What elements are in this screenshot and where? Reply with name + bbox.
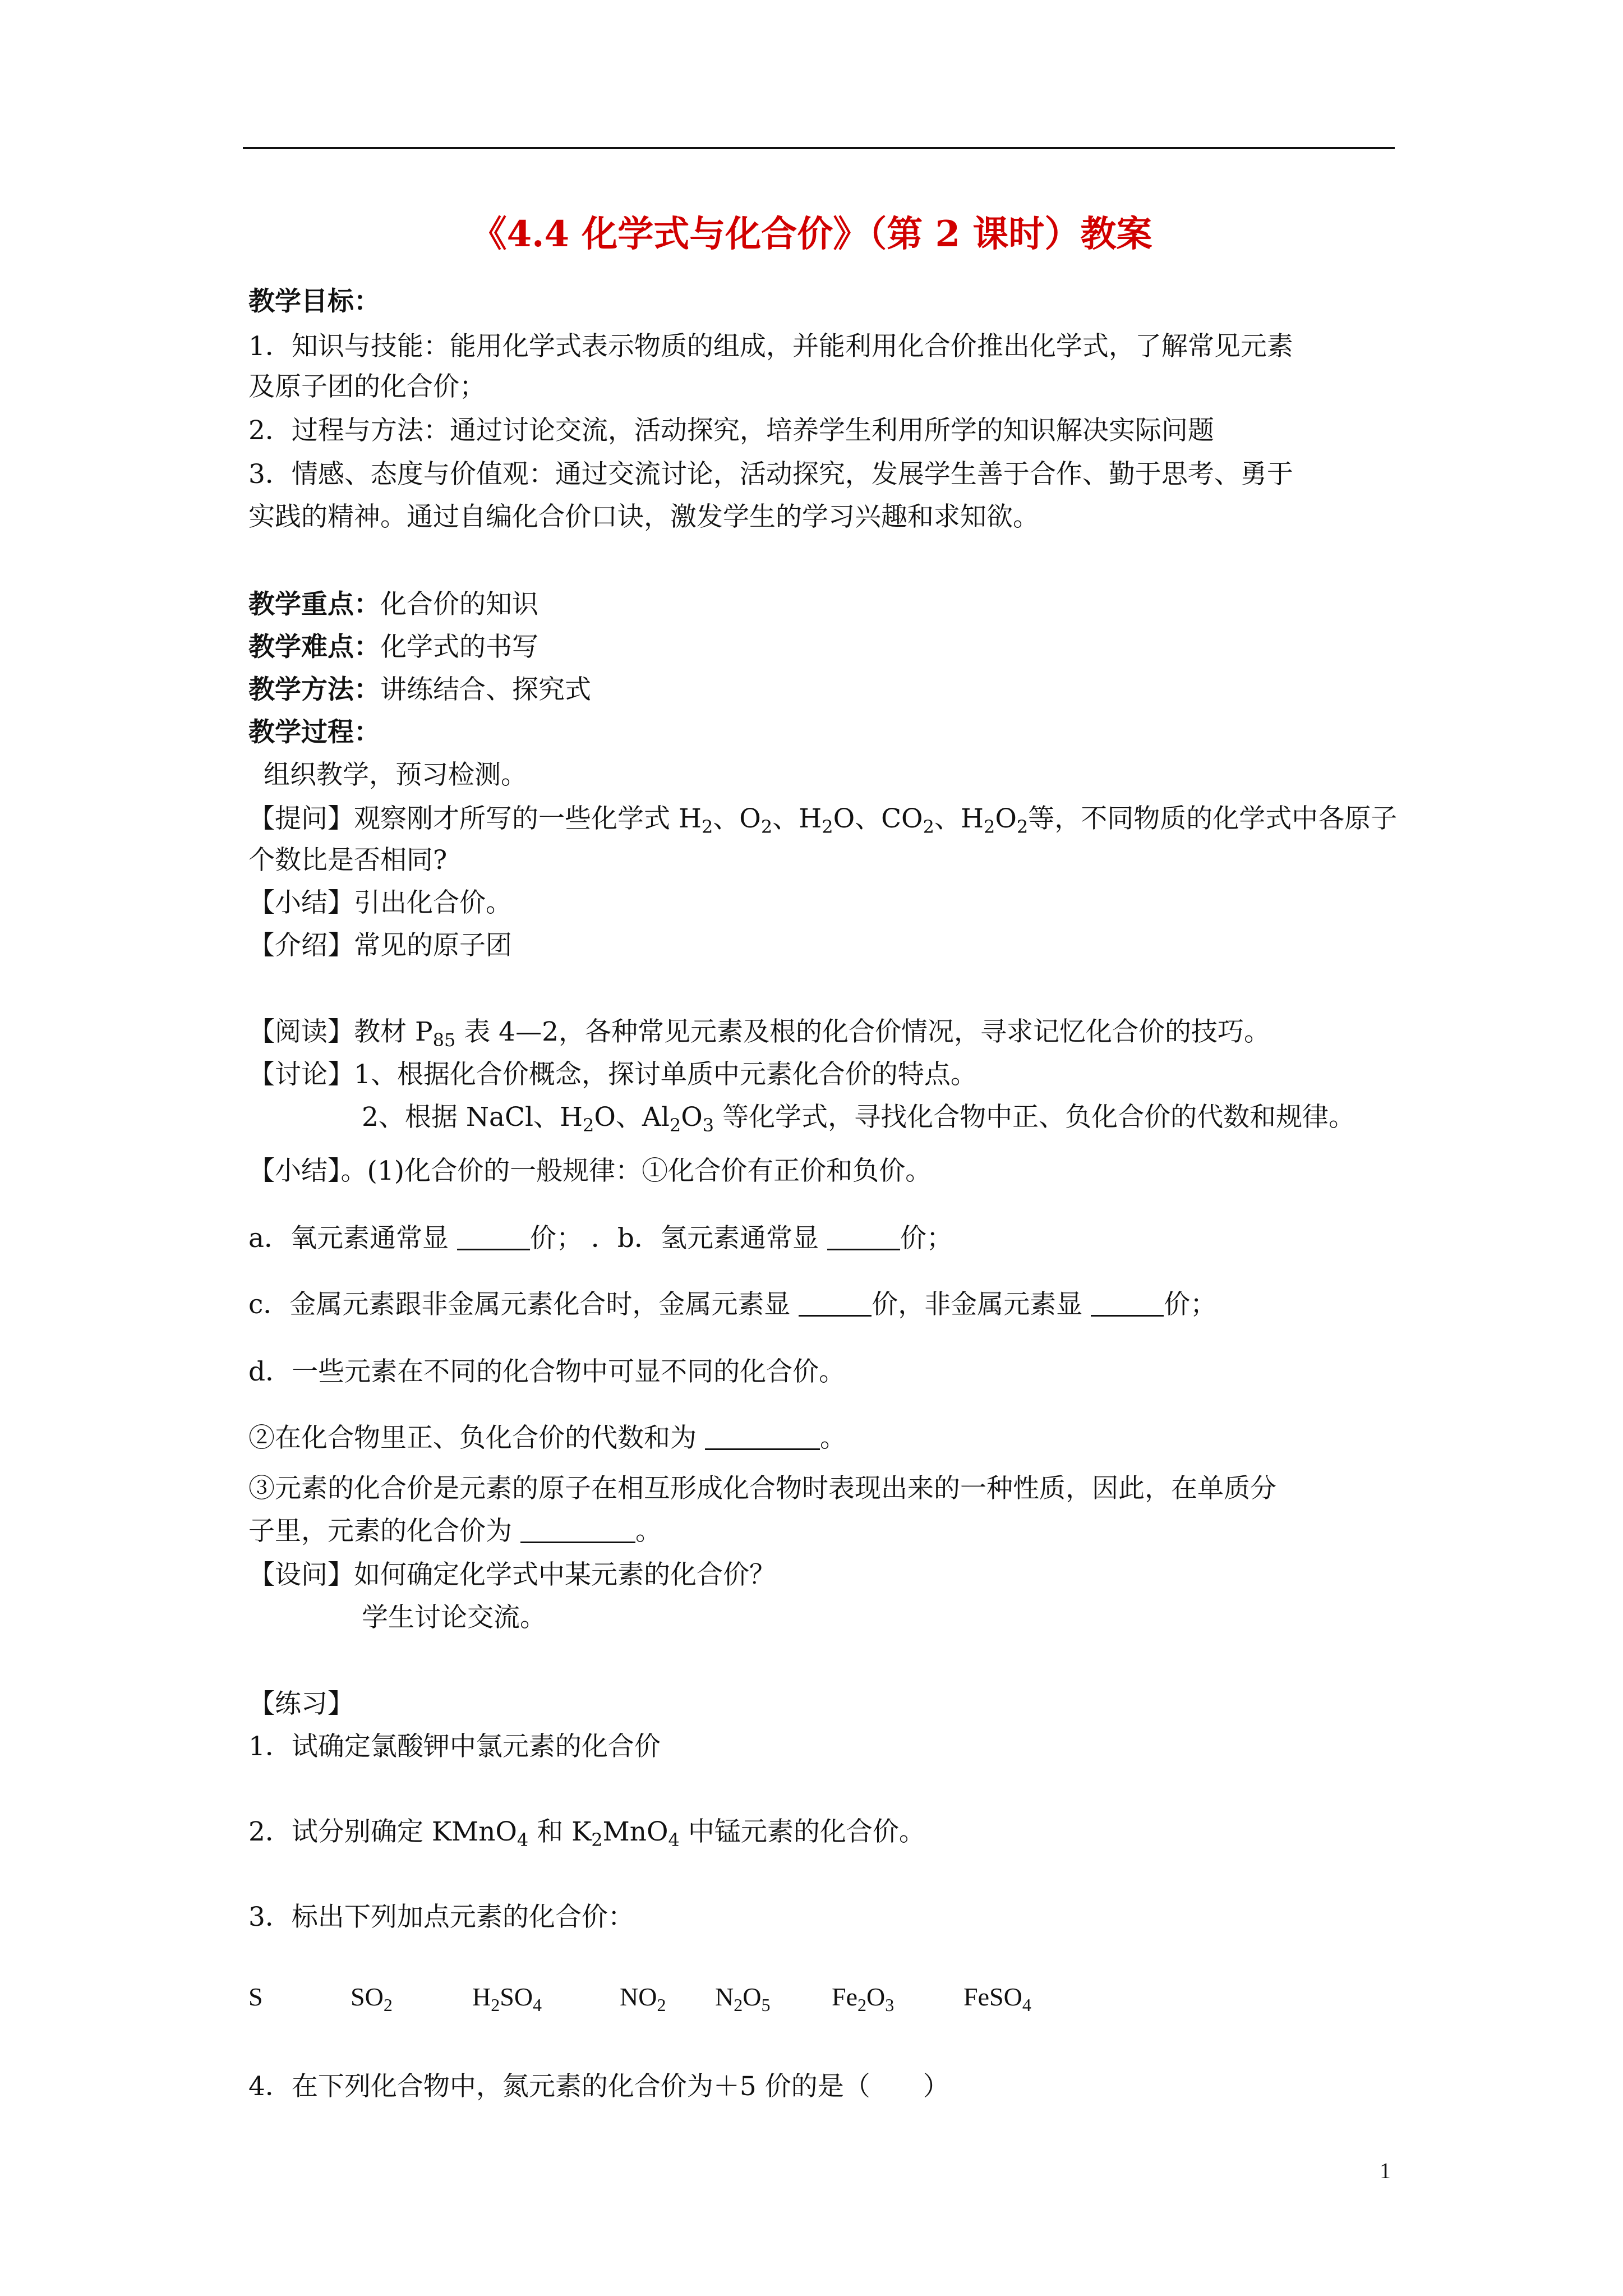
goal-3: 3．情感、态度与价值观：通过交流讨论，活动探究，发展学生善于合作、勤于思考、勇于 [248,459,1293,490]
organize-line: 组织教学，预习检测。 [264,760,527,790]
goals-heading: 教学目标： [248,286,380,317]
discuss-line-2: 2、根据 NaCl、$H_2O$、$Al_2O_3$ 等化学式，寻找化合物中正、负化合价的代数和规律。 [362,1102,1355,1136]
rule-2-line: ②在化合物里正、负化合价的代数和为 。 [248,1423,846,1453]
rule-a-line: a．氧元素通常显 价； ．b．氢元素通常显 价； [248,1223,953,1254]
formula-s: S [248,1982,263,2011]
intro-line [248,929,512,963]
goal-1: 1．知识与技能：能用化学式表示物质的组成，并能利用化合价推出化学式，了解常见元素 [248,331,1293,362]
blank-sum[interactable] [705,1424,820,1450]
exercise-tag: 【练习】 [248,1688,354,1719]
exercise-q4: 4．在下列化合物中，氮元素的化合价为＋5 价的是（ ） [248,2071,949,2102]
difficulty-value: 化学式的书写 [380,632,538,662]
method-value: 讲练结合、探究式 [380,674,591,705]
exercise-q1: 1．试确定氯酸钾中氯元素的化合价 [248,1731,661,1762]
difficulty-label: 教学难点： [248,632,380,662]
formula-no2: $NO_2$ [620,1982,666,2015]
ask-tag: 【设问】 [248,1559,354,1590]
formula-fe2o3: $Fe_2O_3$ [832,1982,895,2015]
key-value: 化合价的知识 [380,589,538,620]
discuss-line-1: 【讨论】1、根据化合价概念，探讨单质中元素化合价的特点。 [248,1059,977,1090]
ask-line: 【设问】如何确定化学式中某元素的化合价？ [248,1559,776,1590]
blank-element[interactable] [520,1517,635,1543]
formula-h2so4: $H_2SO_4$ [472,1982,542,2015]
ask-line-2: 学生讨论交流。 [362,1602,546,1633]
blank-nonmetal[interactable] [1091,1290,1164,1317]
intro-text: 常见的原子团 [354,930,512,961]
exercise-q3: 3．标出下列加点元素的化合价： [248,1902,634,1932]
summary-text: 引出化合价。 [354,887,512,918]
blank-metal[interactable] [799,1290,872,1317]
intro-tag: 【介绍】 [248,930,354,961]
rule-d-line: d．一些元素在不同的化合物中可显不同的化合价。 [248,1356,846,1387]
discuss-tag: 【讨论】 [248,1059,354,1090]
goal-1-cont: 及原子团的化合价； [248,371,486,402]
difficulty-point [248,631,538,664]
page-title: 《4.4 化学式与化合价》（第 2 课时）教案 [471,213,1152,255]
read-line: 【阅读】教材 $P_{85}$ 表 4—2，各种常见元素及根的化合价情况，寻求记忆化合价的技巧。 [248,1016,1270,1051]
question-text: 观察刚才所写的一些化学式 H [354,803,702,834]
process-heading: 教学过程： [248,717,380,748]
formula-n2o5: $N_2O_5$ [715,1982,771,2015]
summary-tag: 【小结】 [248,887,354,918]
summary2-line: 【小结】。(1)化合价的一般规律：①化合价有正价和负价。 [248,1156,932,1186]
question-line-2: 个数比是否相同? [248,845,448,876]
page-number: 1 [1380,2158,1391,2183]
rule-3-cont: 子里，元素的化合价为 。 [248,1516,662,1547]
rule-3-line: ③元素的化合价是元素的原子在相互形成化合物时表现出来的一种性质，因此，在单质分 [248,1473,1276,1504]
key-point [248,588,538,622]
header-rule [243,147,1395,149]
blank-oxygen[interactable] [457,1224,530,1250]
rule-c-line: c．金属元素跟非金属元素化合时，金属元素显 价，非金属元素显 价； [248,1289,1217,1320]
exercise-q2: 2．试分别确定 KMnO$_4$ 和 $K_2MnO_4$ 中锰元素的化合价。 [248,1816,925,1851]
blank-hydrogen[interactable] [827,1224,900,1250]
goal-2: 2．过程与方法：通过讨论交流，活动探究，培养学生利用所学的知识解决实际问题 [248,415,1214,446]
read-tag: 【阅读】 [248,1016,354,1047]
method-label: 教学方法： [248,674,380,705]
key-label: 教学重点： [248,589,380,620]
question-line: 【提问】观察刚才所写的一些化学式 $H_2$、$O_2$、$H_2O$、$CO_2$、$H_2O_2$等，不同物质的化学式中各原子 [248,803,1398,838]
formula-so2: $SO_2$ [351,1982,393,2015]
question-tag: 【提问】 [248,803,354,834]
read-page: 85 [432,1029,456,1051]
goal-3-cont: 实践的精神。通过自编化合价口诀，激发学生的学习兴趣和求知欲。 [248,501,1039,532]
summary-line [248,886,512,920]
formula-feso4: FeSO$_4$ [963,1982,1031,2015]
method-point [248,673,591,707]
summary2-tag: 【小结】 [248,1156,341,1186]
